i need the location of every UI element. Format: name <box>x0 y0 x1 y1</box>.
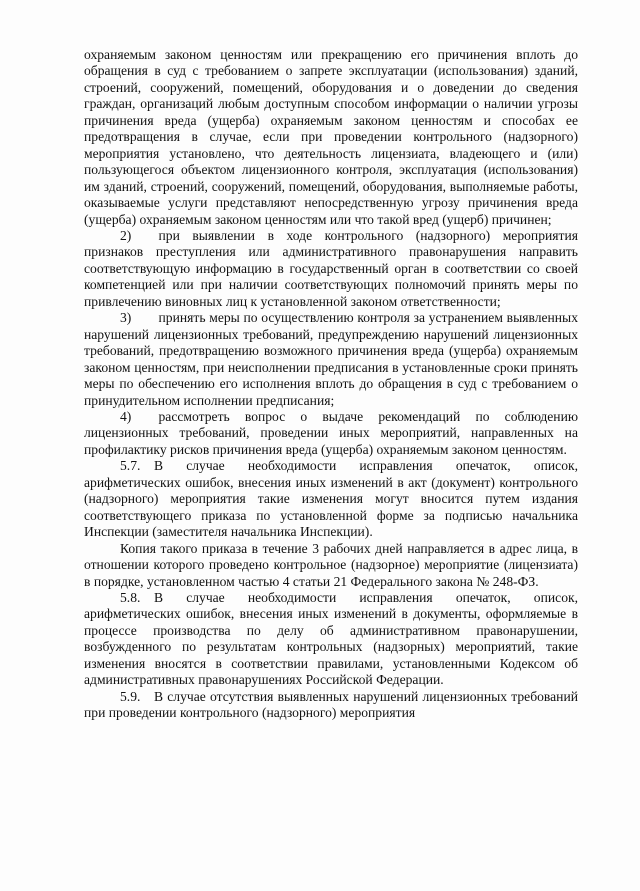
document-body <box>84 47 578 722</box>
paragraph-5-8: 5.8. В случае необходимости исправления опечаток, описок, арифметических ошибок, внесения иных изменений в документы, оформляемые в процессе производства по делу об административном правонарушении, возбужденного по результатам контрольных (надзорных) мероприятий, такие изменения вносятся в соответствии правилами, установленными Кодексом об административных правонарушениях Российской Федерации. <box>84 589 578 688</box>
paragraph-item-4: 4) рассмотреть вопрос о выдаче рекомендаций по соблюдению лицензионных требований, проведении иных мероприятий, направленных на профилактику рисков причинения вреда (ущерба) охраняемым законом ценностям. <box>84 408 578 457</box>
paragraph-5-7: 5.7. В случае необходимости исправления опечаток, описок, арифметических ошибок, внесения иных изменений в акт (документ) контрольного (надзорного) мероприятия такие изменения могут вносится путем издания соответствующего приказа по установленной форме за подписью начальника Инспекции (заместителя начальника Инспекции). <box>84 458 578 540</box>
paragraph-order-copy: Копия такого приказа в течение 3 рабочих дней направляется в адрес лица, в отношении которого проведено контрольное (надзорное) мероприятие (лицензиата) в порядке, установленном частью 4 статьи 21 Федерального закона № 248-ФЗ. <box>84 540 578 589</box>
paragraph-item-3: 3) принять меры по осуществлению контроля за устранением выявленных нарушений лицензионных требований, предупреждению нарушений лицензионных требований, предотвращению возможного причинения вреда (ущерба) охраняемым законом ценностям, при неисполнении предписания в установленные сроки принять меры по обеспечению его исполнения вплоть до обращения в суд с требованием о принудительном исполнении предписания; <box>84 310 578 408</box>
paragraph-continuation: охраняемым законом ценностям или прекращению его причинения вплоть до обращения в суд с требованием о запрете эксплуатации (использования) зданий, строений, сооружений, помещений, оборудования и о доведении до сведения граждан, организаций любым доступным способом информации о наличии угрозы причинения вреда (ущерба) охраняемым законом ценностям и способах ее предотвращения в случае, если при проведении контрольного (надзорного) мероприятия установлено, что деятельность лицензиата, владеющего и (или) пользующегося объектом лицензионного контроля, эксплуатация (использования) им зданий, строений, сооружений, помещений, оборудования, выполняемые работы, оказываемые услуги представляют непосредственную угрозу причинения вреда (ущерба) охраняемым законом ценностям или что такой вред (ущерб) причинен; <box>84 47 578 227</box>
paragraph-5-9: 5.9. В случае отсутствия выявленных нарушений лицензионных требований при проведении контрольного (надзорного) мероприятия <box>84 688 578 721</box>
paragraph-item-2: 2) при выявлении в ходе контрольного (надзорного) мероприятия признаков преступления или административного правонарушения направить соответствующую информацию в государственный орган в соответствии со своей компетенцией или при наличии соответствующих полномочий принять меры по привлечению виновных лиц к установленной законом ответственности; <box>84 227 578 309</box>
